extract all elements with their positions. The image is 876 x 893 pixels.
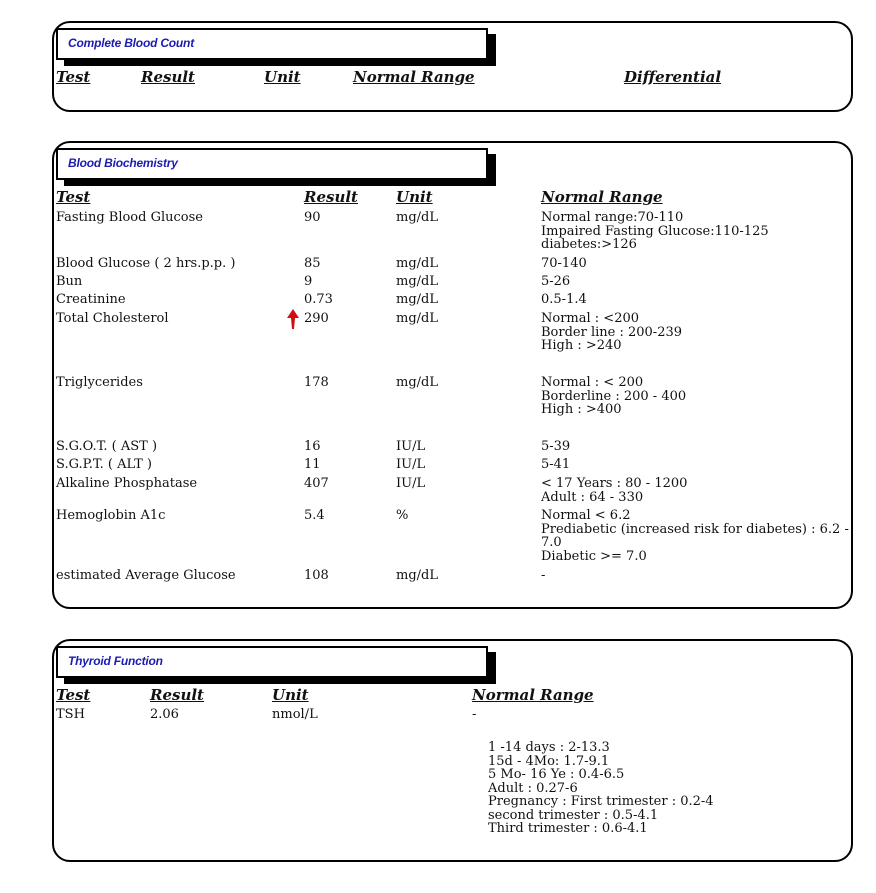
- table-row-test: S.G.P.T. ( ALT ): [56, 457, 152, 472]
- table-row-test: Blood Glucose ( 2 hrs.p.p. ): [56, 256, 236, 271]
- table-row-test: Bun: [56, 274, 83, 289]
- table-row-test: Alkaline Phosphatase: [56, 476, 198, 491]
- table-row-test: Triglycerides: [56, 375, 143, 390]
- thyroid-panel: [52, 639, 853, 862]
- thyroid-header-unit: Unit: [272, 686, 309, 704]
- table-row-test: TSH: [56, 707, 85, 722]
- table-row-unit: IU/L: [396, 476, 426, 491]
- table-row-unit: mg/dL: [396, 375, 438, 390]
- table-row-result: 85: [304, 256, 321, 271]
- table-row-range: < 17 Years : 80 - 1200 Adult : 64 - 330: [541, 476, 688, 505]
- table-row-unit: mg/dL: [396, 292, 438, 307]
- table-row-test: Hemoglobin A1c: [56, 508, 166, 523]
- table-row-unit: %: [396, 508, 409, 523]
- table-row-result: 11: [304, 457, 321, 472]
- cbc-header-differential: Differential: [624, 68, 722, 86]
- table-row-result: 108: [304, 568, 329, 583]
- table-row-unit: mg/dL: [396, 210, 438, 225]
- table-row-unit: IU/L: [396, 457, 426, 472]
- table-row-range: -: [472, 707, 477, 722]
- cbc-title: Complete Blood Count: [68, 36, 194, 50]
- table-row-range: -: [541, 568, 546, 583]
- table-row-range: Normal : <200 Border line : 200-239 High : >240: [541, 311, 683, 353]
- biochem-header-result: Result: [304, 188, 358, 206]
- table-row-unit: mg/dL: [396, 568, 438, 583]
- tab-box: [56, 646, 488, 678]
- table-row-test: S.G.O.T. ( AST ): [56, 439, 158, 454]
- table-row-unit: IU/L: [396, 439, 426, 454]
- table-row-result: 16: [304, 439, 321, 454]
- thyroid-header-result: Result: [150, 686, 204, 704]
- table-row-test: Creatinine: [56, 292, 126, 307]
- cbc-title-tab: [56, 28, 488, 60]
- cbc-panel: [52, 21, 853, 112]
- table-row-test: estimated Average Glucose: [56, 568, 236, 583]
- table-row-range: 5-26: [541, 274, 571, 289]
- cbc-header-unit: Unit: [264, 68, 301, 86]
- thyroid-title-tab: [56, 646, 488, 678]
- table-row-range: 5-39: [541, 439, 571, 454]
- table-row-result: 9: [304, 274, 313, 289]
- thyroid-reference-ranges: 1 -14 days : 2-13.3 15d - 4Mo: 1.7-9.1 5 Mo- 16 Ye : 0.4-6.5 Adult : 0.27-6 Pregnancy : First trimester : 0.2-4 second trimester : 0.5-4.1 Third trimester : 0.6-4.1: [488, 740, 714, 836]
- biochem-header-unit: Unit: [396, 188, 433, 206]
- table-row-range: 5-41: [541, 457, 571, 472]
- table-row-result: 290: [304, 311, 329, 326]
- table-row-range: Normal < 6.2 Prediabetic (increased risk for diabetes) : 6.2 - 7.0 Diabetic >= 7.0: [541, 508, 849, 564]
- cbc-header-normal-range: Normal Range: [353, 68, 475, 86]
- cbc-header-result: Result: [141, 68, 195, 86]
- table-row-range: 70-140: [541, 256, 587, 271]
- biochem-title-tab: [56, 148, 488, 180]
- table-row-result: 178: [304, 375, 329, 390]
- high-flag-arrow-icon: [287, 309, 299, 331]
- table-row-range: 0.5-1.4: [541, 292, 587, 307]
- tab-box: [56, 28, 488, 60]
- table-row-test: Total Cholesterol: [56, 311, 169, 326]
- table-row-unit: mg/dL: [396, 256, 438, 271]
- table-row-result: 407: [304, 476, 329, 491]
- thyroid-header-normal-range: Normal Range: [472, 686, 594, 704]
- biochem-panel: [52, 141, 853, 609]
- biochem-title: Blood Biochemistry: [68, 156, 178, 170]
- cbc-header-test: Test: [56, 68, 91, 86]
- table-row-result: 5.4: [304, 508, 325, 523]
- thyroid-title: Thyroid Function: [68, 654, 163, 668]
- table-row-result: 90: [304, 210, 321, 225]
- table-row-result: 0.73: [304, 292, 333, 307]
- table-row-unit: mg/dL: [396, 311, 438, 326]
- table-row-range: Normal : < 200 Borderline : 200 - 400 High : >400: [541, 375, 687, 417]
- biochem-header-normal-range: Normal Range: [541, 188, 663, 206]
- table-row-unit: nmol/L: [272, 707, 318, 722]
- table-row-test: Fasting Blood Glucose: [56, 210, 203, 225]
- tab-box: [56, 148, 488, 180]
- table-row-range: Normal range:70-110 Impaired Fasting Glucose:110-125 diabetes:>126: [541, 210, 769, 252]
- biochem-header-test: Test: [56, 188, 91, 206]
- thyroid-header-test: Test: [56, 686, 91, 704]
- table-row-unit: mg/dL: [396, 274, 438, 289]
- table-row-result: 2.06: [150, 707, 179, 722]
